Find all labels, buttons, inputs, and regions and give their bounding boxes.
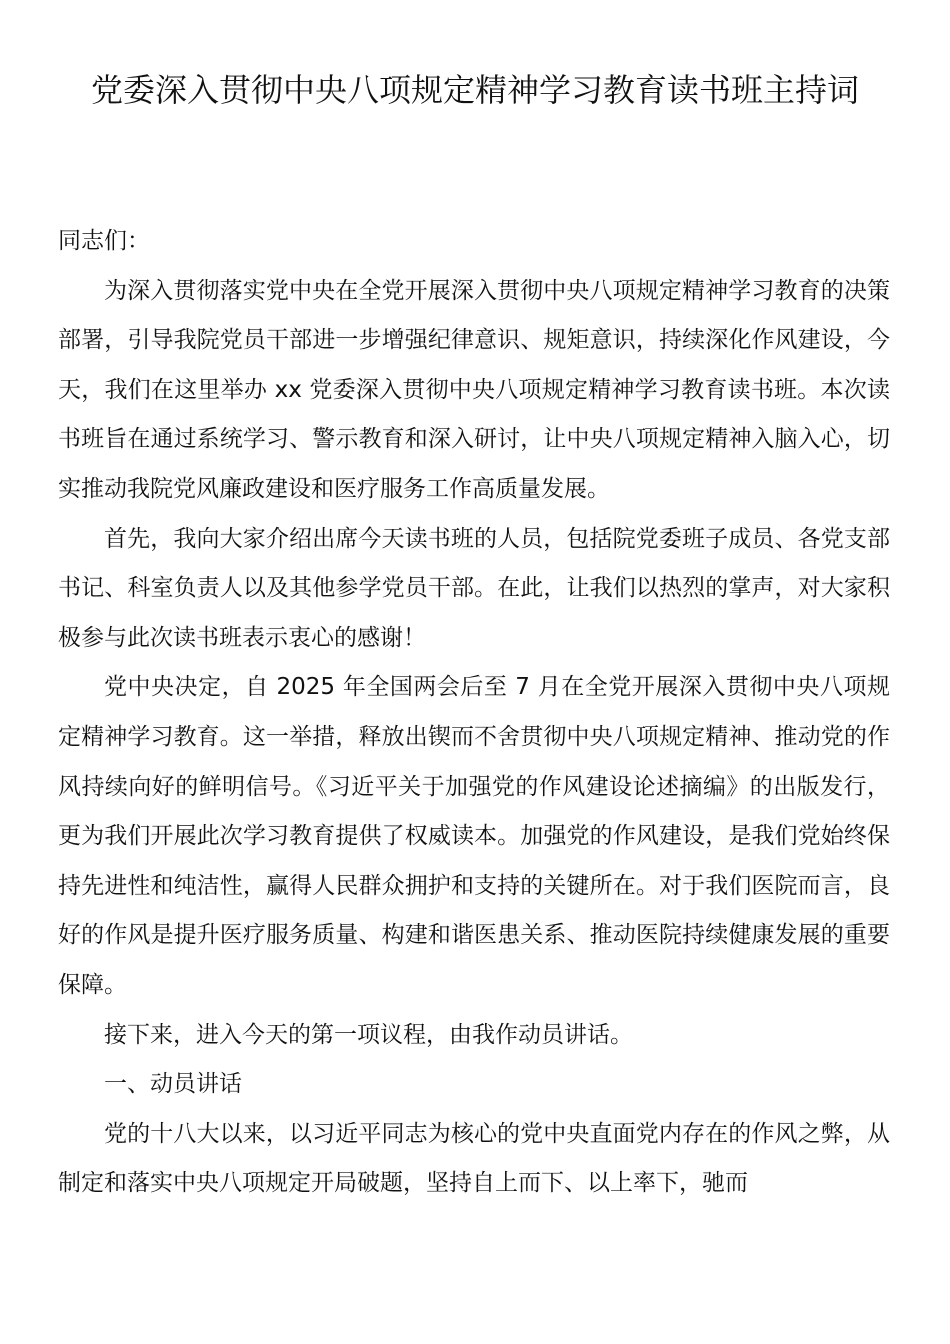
paragraph-attendees: 首先，我向大家介绍出席今天读书班的人员，包括院党委班子成员、各党支部书记、科室负责人以及其他参学党员干部。在此，让我们以热烈的掌声，对大家积极参与此次读书班表示衷心的感谢！ — [58, 525, 890, 651]
paragraph-intro: 为深入贯彻落实党中央在全党开展深入贯彻中央八项规定精神学习教育的决策部署，引导我院党员干部进一步增强纪律意识、规矩意识，持续深化作风建设，今天，我们在这里举办 xx 党委深入贯彻中央八项规定精神学习教育读书班。本次读书班旨在通过系统学习、警示教育和深入研讨，让中央八项规定精神入脑入心，切实推动我院党风廉政建设和医疗服务工作高质量发展。 — [58, 277, 890, 502]
paragraph-agenda: 接下来，进入今天的第一项议程，由我作动员讲话。 — [104, 1021, 633, 1048]
section-heading-mobilization: 一、动员讲话 — [104, 1071, 242, 1098]
document-title: 党委深入贯彻中央八项规定精神学习教育读书班主持词 — [90, 71, 859, 109]
paragraph-background: 党中央决定，自 2025 年全国两会后至 7 月在全党开展深入贯彻中央八项规定精神学习教育。这一举措，释放出锲而不舍贯彻中央八项规定精神、推动党的作风持续向好的鲜明信号。《习近平关于加强党的作风建设论述摘编》的出版发行，更为我们开展此次学习教育提供了权威读本。加强党的作风建设，是我们党始终保持先进性和纯洁性，赢得人民群众拥护和支持的关键所在。对于我们医院而言，良好的作风是提升医疗服务质量、构建和谐医患关系、推动医院持续健康发展的重要保障。 — [58, 674, 890, 998]
salutation: 同志们： — [58, 228, 150, 254]
paragraph-history: 党的十八大以来，以习近平同志为核心的党中央直面党内存在的作风之弊，从制定和落实中央八项规定开局破题，坚持自上而下、以上率下，驰而 — [58, 1120, 890, 1197]
document-body — [58, 217, 890, 1209]
